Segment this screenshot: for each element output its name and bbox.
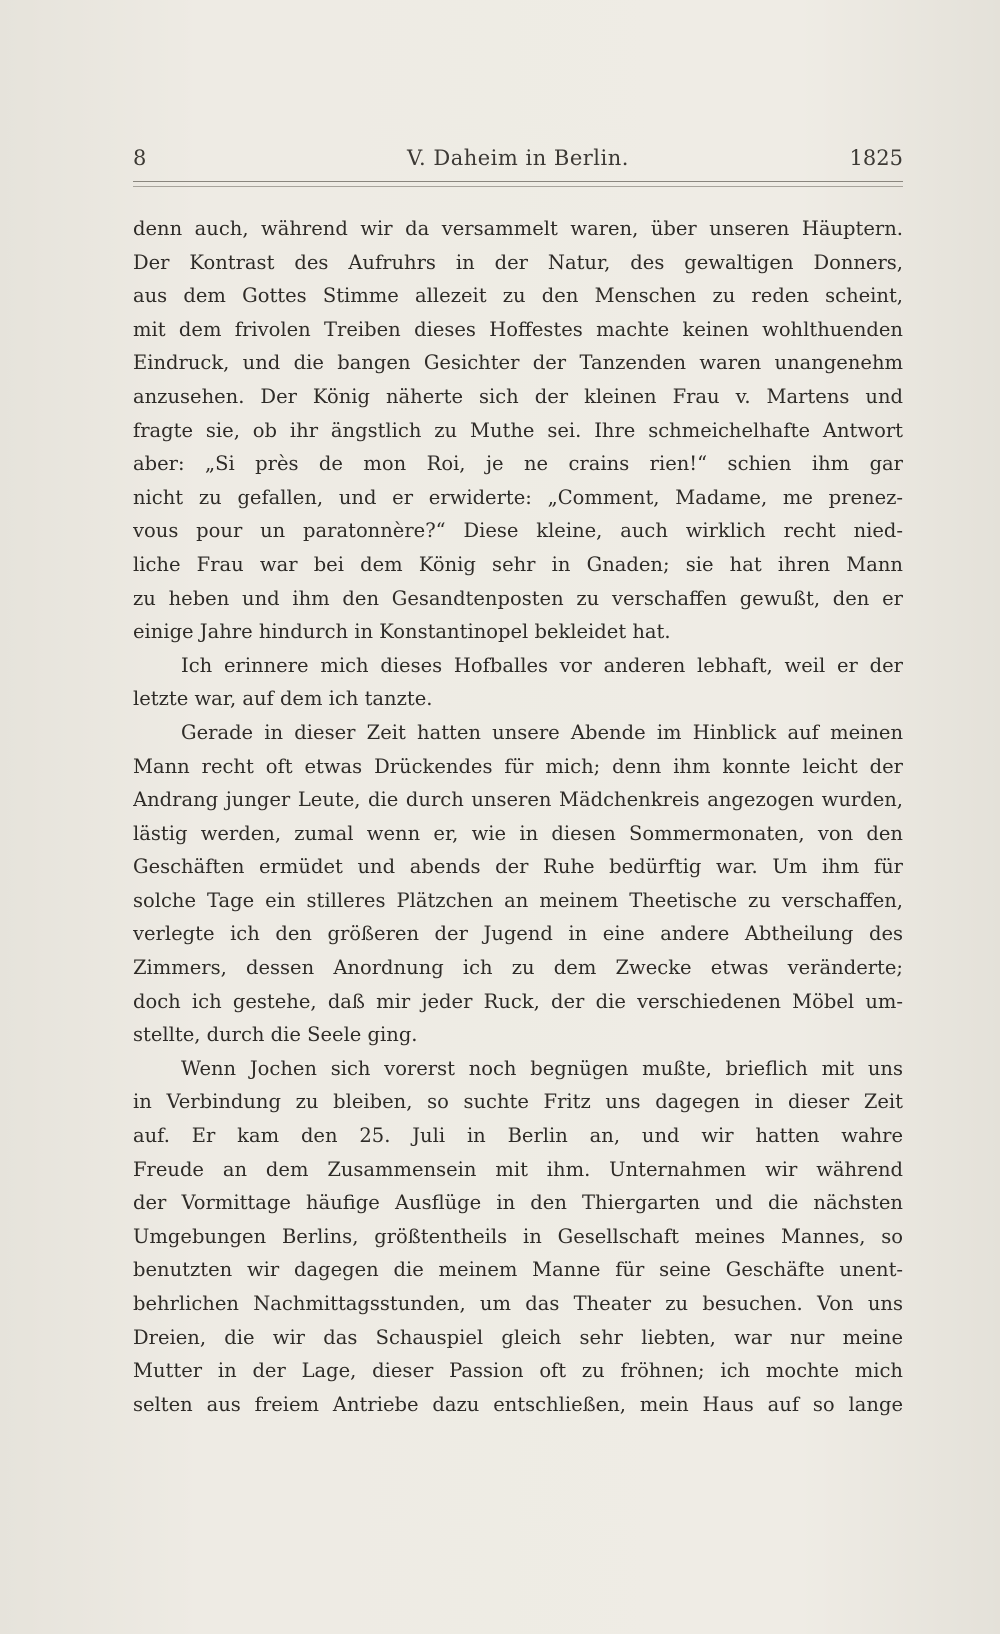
text-line: Mann recht oft etwas Drückendes für mich; denn ihm konnte leicht der — [133, 754, 903, 778]
text-line: der Vormittage häufige Ausflüge in den Thiergarten und die nächsten — [133, 1191, 903, 1215]
text-line: Der Kontrast des Aufruhrs in der Natur, des gewaltigen Donners, — [133, 250, 903, 274]
text-line: stellte, durch die Seele ging. — [133, 1023, 418, 1047]
text-line: anzusehen. Der König näherte sich der kleinen Frau v. Martens und — [133, 384, 903, 408]
text-line: zu heben und ihm den Gesandtenposten zu verschaffen gewußt, den er — [133, 586, 903, 610]
header-year: 1825 — [849, 146, 903, 170]
text-line: doch ich gestehe, daß mir jeder Ruck, der die verschiedenen Möbel um- — [133, 989, 903, 1013]
text-line: nicht zu gefallen, und er erwiderte: „Comment, Madame, me prenez- — [133, 485, 903, 509]
text-line: Gerade in dieser Zeit hatten unsere Abende im Hinblick auf meinen — [181, 720, 903, 744]
text-line: in Verbindung zu bleiben, so suchte Fritz uns dagegen in dieser Zeit — [133, 1090, 903, 1114]
page-number: 8 — [133, 146, 147, 170]
text-line: Wenn Jochen sich vorerst noch begnügen mußte, brieflich mit uns — [181, 1056, 903, 1080]
text-line: vous pour un paratonnère?“ Diese kleine, auch wirklich recht nied- — [133, 519, 903, 543]
running-title: V. Daheim in Berlin. — [407, 146, 629, 170]
text-line: Umgebungen Berlins, größtentheils in Gesellschaft meines Mannes, so — [133, 1224, 903, 1248]
text-line: Freude an dem Zusammensein mit ihm. Unternahmen wir während — [133, 1157, 903, 1181]
text-line: Dreien, die wir das Schauspiel gleich sehr liebten, war nur meine — [133, 1325, 903, 1349]
page-header — [133, 140, 903, 180]
text-line: solche Tage ein stilleres Plätzchen an meinem Theetische zu verschaffen, — [133, 888, 903, 912]
text-line: einige Jahre hindurch in Konstantinopel bekleidet hat. — [133, 620, 671, 644]
text-line: Mutter in der Lage, dieser Passion oft zu fröhnen; ich mochte mich — [133, 1359, 903, 1383]
text-line: fragte sie, ob ihr ängstlich zu Muthe sei. Ihre schmeichelhafte Antwort — [133, 418, 903, 442]
text-line: behrlichen Nachmittagsstunden, um das Theater zu besuchen. Von uns — [133, 1292, 903, 1315]
text-line: letzte war, auf dem ich tanzte. — [133, 687, 433, 711]
header-rule-bottom — [133, 186, 903, 187]
text-line: aber: „Si près de mon Roi, je ne crains rien!“ schien ihm gar — [133, 452, 903, 476]
text-line: Ich erinnere mich dieses Hofballes vor anderen lebhaft, weil er der — [181, 653, 903, 677]
header-rule-top — [133, 181, 903, 182]
text-line: Andrang junger Leute, die durch unseren Mädchenkreis angezogen wurden, — [133, 788, 903, 812]
text-line: Geschäften ermüdet und abends der Ruhe bedürftig war. Um ihm für — [133, 855, 903, 879]
text-line: denn auch, während wir da versammelt waren, über unseren Häuptern. — [133, 217, 903, 240]
text-line: Eindruck, und die bangen Gesichter der Tanzenden waren unangenehm — [133, 351, 903, 375]
text-line: verlegte ich den größeren der Jugend in eine andere Abtheilung des — [133, 922, 903, 946]
text-line: liche Frau war bei dem König sehr in Gnaden; sie hat ihren Mann — [133, 552, 903, 576]
text-line: benutzten wir dagegen die meinem Manne für seine Geschäfte unent- — [133, 1258, 903, 1282]
text-line: Zimmers, dessen Anordnung ich zu dem Zwecke etwas veränderte; — [133, 956, 903, 980]
body-text — [133, 212, 903, 1421]
text-line: lästig werden, zumal wenn er, wie in diesen Sommermonaten, von den — [133, 821, 903, 845]
text-line: mit dem frivolen Treiben dieses Hoffestes machte keinen wohlthuenden — [133, 317, 903, 341]
text-line: auf. Er kam den 25. Juli in Berlin an, und wir hatten wahre — [133, 1124, 903, 1148]
text-line: aus dem Gottes Stimme allezeit zu den Menschen zu reden scheint, — [133, 284, 903, 308]
text-line: selten aus freiem Antriebe dazu entschließen, mein Haus auf so lange — [133, 1392, 903, 1416]
